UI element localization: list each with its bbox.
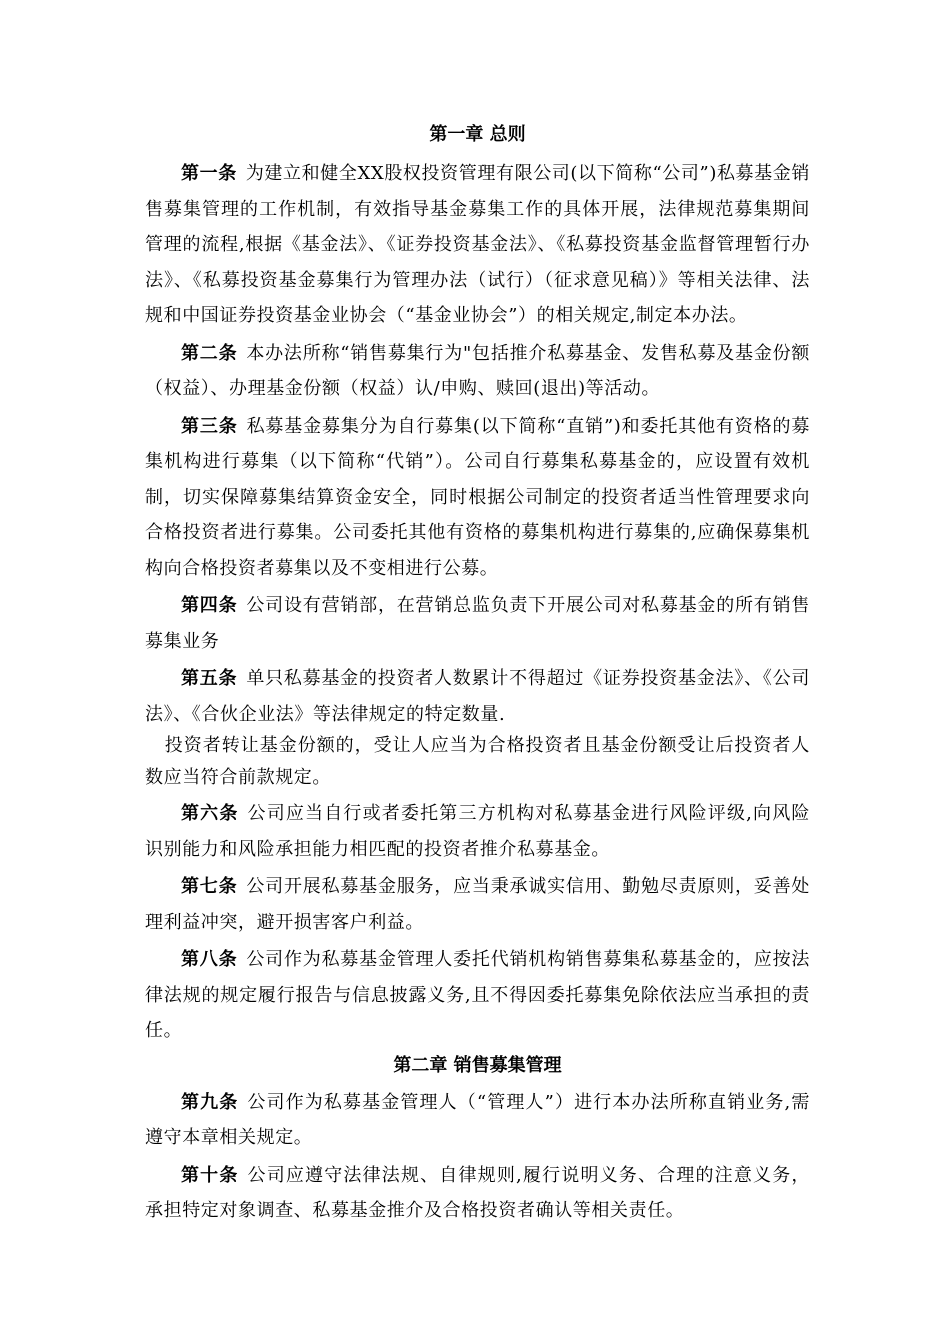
article-6 bbox=[145, 796, 810, 867]
article-label: 第八条 bbox=[181, 949, 238, 970]
chapter-2-title: 第二章 销售募集管理 bbox=[393, 1054, 562, 1076]
article-label: 第十条 bbox=[181, 1164, 239, 1186]
article-9 bbox=[145, 1085, 810, 1156]
article-label: 第七条 bbox=[181, 876, 238, 897]
article-4 bbox=[145, 588, 810, 659]
article-text: 本办法所称“销售募集行为"包括推介私募基金、发售私募及基金份额（权益）、办理基金份额（权益）认/申购、赎回(退出)等活动。 bbox=[145, 342, 810, 399]
article-text: 私募基金募集分为自行募集(以下简称“直销”)和委托其他有资格的募集机构进行募集（以下简称“代销”）。公司自行募集私募基金的，应设置有效机制，切实保障募集结算资金安全，同时根据公司制定的投资者适当性管理要求向合格投资者进行募集。公司委托其他有资格的募集机构进行募集的,应确保募集机构向合格投资者募集以及不变相进行公募。 bbox=[145, 415, 810, 579]
article-2 bbox=[145, 336, 810, 407]
article-label: 第四条 bbox=[181, 595, 238, 616]
article-text: 单只私募基金的投资者人数累计不得超过《证券投资基金法》、《公司法》、《合伙企业法》等法律规定的特定数量. bbox=[145, 668, 810, 725]
article-text: 公司应遵守法律法规、自律规则,履行说明义务、合理的注意义务，承担特定对象调查、私募基金推介及合格投资者确认等相关责任。 bbox=[145, 1164, 810, 1221]
article-10 bbox=[145, 1158, 810, 1229]
article-label: 第六条 bbox=[181, 803, 239, 824]
article-8 bbox=[145, 942, 810, 1049]
article-text: 投资者转让基金份额的，受让人应当为合格投资者且基金份额受让后投资者人数应当符合前款规定。 bbox=[145, 735, 810, 788]
article-label: 第二条 bbox=[181, 342, 238, 364]
article-5 bbox=[145, 661, 810, 732]
article-5-paragraph-2 bbox=[145, 730, 810, 794]
article-text: 公司开展私募基金服务，应当秉承诚实信用、勤勉尽责原则，妥善处理利益冲突，避开损害客户利益。 bbox=[145, 876, 810, 933]
article-1 bbox=[145, 156, 810, 334]
article-text: 为建立和健全XX股权投资管理有限公司(以下简称“公司”)私募基金销售募集管理的工作机制，有效指导基金募集工作的具体开展，法律规范募集期间管理的流程,根据《基金法》、《证券投资基金法》、《私募投资基金监督管理暂行办法》、《私募投资基金募集行为管理办法（试行）（征求意见稿）》等相关法律、法规和中国证券投资基金业协会（“基金业协会”）的相关规定,制定本办法。 bbox=[145, 163, 810, 326]
article-label: 第五条 bbox=[181, 668, 238, 689]
article-7 bbox=[145, 869, 810, 940]
article-text: 公司应当自行或者委托第三方机构对私募基金进行风险评级,向风险识别能力和风险承担能力相匹配的投资者推介私募基金。 bbox=[145, 803, 810, 860]
article-text: 公司作为私募基金管理人（“管理人”）进行本办法所称直销业务,需遵守本章相关规定。 bbox=[145, 1091, 810, 1148]
article-label: 第九条 bbox=[181, 1091, 239, 1113]
document-body bbox=[145, 120, 810, 1231]
article-text: 公司设有营销部，在营销总监负责下开展公司对私募基金的所有销售募集业务 bbox=[145, 595, 810, 652]
chapter-1-title: 第一章 总则 bbox=[429, 124, 526, 145]
article-3 bbox=[145, 409, 810, 587]
article-label: 第一条 bbox=[181, 163, 237, 184]
article-text: 公司作为私募基金管理人委托代销机构销售募集私募基金的，应按法律法规的规定履行报告与信息披露义务,且不得因委托募集免除依法应当承担的责任。 bbox=[145, 949, 810, 1041]
article-label: 第三条 bbox=[181, 415, 238, 437]
